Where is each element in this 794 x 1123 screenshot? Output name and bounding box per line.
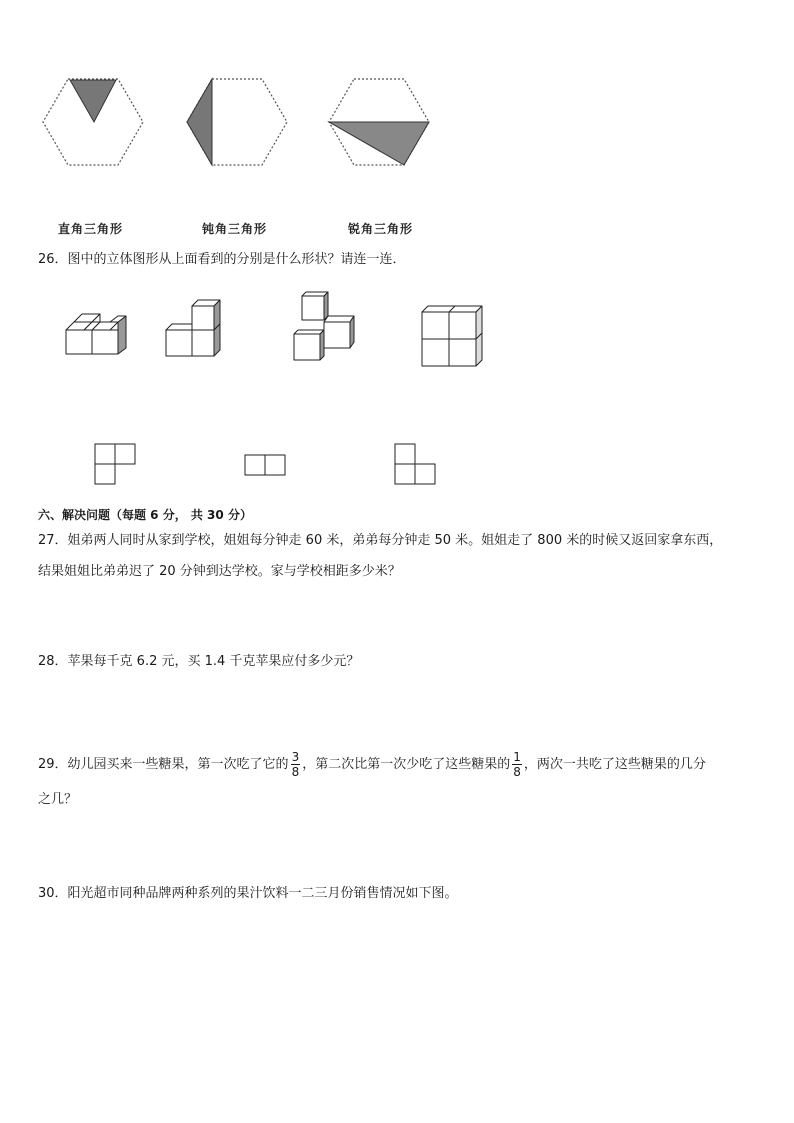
label-obtuse-triangle: 钝角三角形	[202, 222, 268, 236]
label-acute-triangle: 锐角三角形	[348, 222, 414, 236]
solid-figure-2	[164, 298, 228, 360]
question-number: 27．	[38, 533, 68, 548]
hexagon-obtuse-triangle	[184, 76, 290, 168]
hexagon-acute-triangle	[326, 76, 432, 168]
hexagon-right-triangle	[40, 76, 146, 168]
top-view-shape-2	[244, 454, 286, 476]
question-30	[38, 884, 458, 904]
question-number: 29．	[38, 757, 68, 772]
question-text: ，两次一共吃了这些糖果的几分	[523, 757, 706, 772]
question-28	[38, 652, 359, 672]
fraction-denominator: 8	[513, 765, 521, 779]
question-number: 28．	[38, 654, 68, 669]
question-number: 30．	[38, 886, 68, 901]
question-29-line1	[38, 748, 706, 782]
fraction-numerator: 1	[513, 750, 521, 764]
label-right-triangle: 直角三角形	[58, 222, 124, 236]
top-view-shape-1	[94, 443, 136, 485]
question-text: ，第二次比第一次少吃了这些糖果的	[302, 757, 511, 772]
question-text: 苹果每千克 6.2 元，买 1.4 千克苹果应付多少元？	[67, 654, 360, 669]
question-27-line2: 结果姐姐比弟弟迟了 20 分钟到达学校。家与学校相距多少米？	[38, 564, 401, 579]
question-text: 幼儿园买来一些糖果，第一次吃了它的	[67, 757, 289, 772]
solid-figure-4	[420, 304, 484, 368]
section-title: 六、解决问题（每题 6 分， 共 30 分）	[38, 508, 252, 522]
question-text: 阳光超市同种品牌两种系列的果汁饮料一二三月份销售情况如下图。	[67, 886, 458, 901]
fraction-denominator: 8	[291, 765, 300, 779]
question-number: 26．	[38, 252, 68, 267]
fraction-one-eighth	[512, 750, 522, 779]
fraction-three-eighths	[291, 750, 301, 779]
fraction-numerator: 3	[291, 750, 300, 764]
question-27-line1	[38, 531, 722, 551]
question-text: 图中的立体图形从上面看到的分别是什么形状？请连一连．	[67, 252, 406, 267]
question-text: 姐弟两人同时从家到学校，姐姐每分钟走 60 米，弟弟每分钟走 50 米。姐姐走了 800 米的时候又返回家拿东西，	[67, 533, 723, 548]
question-29-line2: 之几？	[38, 792, 78, 807]
top-view-shape-3	[394, 443, 436, 485]
solid-figure-1	[64, 312, 128, 356]
solid-figure-3	[290, 290, 362, 362]
question-26	[38, 250, 406, 270]
